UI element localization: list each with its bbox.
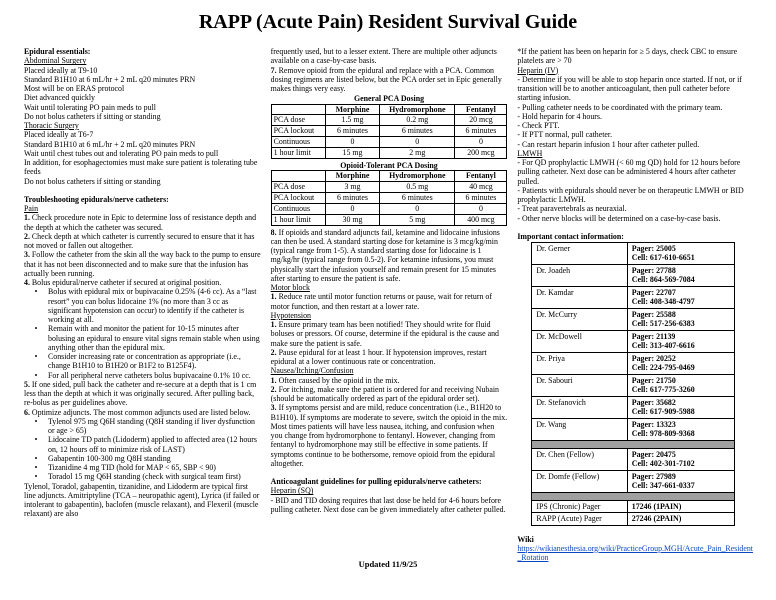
text-line <box>271 403 508 468</box>
contact-info-line: Cell: 864-569-7084 <box>631 275 695 285</box>
contact-info-cell <box>627 396 735 418</box>
list-number: 1. <box>270 375 279 385</box>
text-line <box>271 292 508 311</box>
contact-info-line: Pager: 20252 <box>631 353 676 363</box>
value-cell: 0 <box>455 137 507 148</box>
text-line: Diet advanced quickly <box>24 93 95 103</box>
bullet-marker-icon: • <box>34 463 38 472</box>
value-cell: 6 minutes <box>325 192 379 203</box>
contact-name-cell: RAPP (Acute) Pager <box>532 513 627 525</box>
text-line <box>271 385 508 404</box>
value-cell: 200 mcg <box>455 148 507 159</box>
text-line-body: Check procedure note in Epic to determine loss of resistance depth and the depth at which the catheter was secured. <box>24 213 257 232</box>
text-line: Standard B1H10 at 6 mL/hr + 2 mL q20 minutes PRN <box>24 74 196 84</box>
contact-info-cell <box>627 352 735 374</box>
bullet-item <box>24 287 261 324</box>
table-title: Opioid-Tolerant PCA Dosing <box>340 160 438 170</box>
bullet-marker-icon: • <box>34 453 38 463</box>
value-cell: 30 mg <box>325 214 379 225</box>
contact-row <box>532 374 735 396</box>
bullet-text: Gabapentin 100-300 mg Q8H standing <box>48 453 171 463</box>
table-header-cell: Fentanyl <box>455 171 507 182</box>
table-row <box>271 214 507 225</box>
contact-name-cell: IPS (Chronic) Pager <box>532 500 627 512</box>
contact-info-line: Pager: 25588 <box>631 309 676 319</box>
contact-info-line: Pager: 21139 <box>631 331 676 341</box>
bullet-item <box>24 454 261 463</box>
contact-table <box>531 242 735 526</box>
contact-name-cell: Dr. Joadeh <box>532 264 627 286</box>
bullet-item <box>24 463 261 472</box>
text-line: - Hold heparin for 4 hours. <box>517 111 602 121</box>
row-label-cell: PCA dose <box>271 182 325 193</box>
contact-info-cell <box>627 264 735 286</box>
section-spacer <box>517 223 754 232</box>
bullet-marker-icon: • <box>34 324 38 334</box>
subsection-heading: Heparin (SQ) <box>270 486 314 496</box>
subsection-heading: Nausea/Itching/Confusion <box>270 366 354 376</box>
page-title: RAPP (Acute Pain) Resident Survival Guide <box>198 11 578 33</box>
bullet-marker-icon: • <box>34 287 38 297</box>
table-title: General PCA Dosing <box>353 94 425 104</box>
text-line-body: Often caused by the opioid in the mix. <box>278 375 400 385</box>
text-line: *If the patient has been on heparin for ≥ 5 days, check CBC to ensure platelets are > 70 <box>517 47 738 66</box>
table-header-cell: Fentanyl <box>455 104 507 115</box>
text-line: Wait until chest tubes out and tolerating PO pain meds to pull <box>24 148 219 158</box>
list-number: 2. <box>24 231 32 241</box>
contact-name-cell: Dr. McDowell <box>532 330 627 352</box>
bullet-item <box>24 472 261 481</box>
bullet-text: Toradol 15 mg Q6H standing (check with surgical team first) <box>48 472 241 482</box>
text-line <box>271 228 508 284</box>
text-line-body: Pause epidural for at least 1 hour. If hypotension improves, restart epidural at a lower continuous rate or concentration. <box>270 347 487 366</box>
contact-info-line: Cell: 408-348-4797 <box>631 297 695 307</box>
text-line: - Pulling catheter needs to be coordinated with the primary team. <box>517 102 723 112</box>
text-line-body: If one sided, pull back the catheter and re-secure at a depth that is 1 cm less than the depth at which it was originally secured. After pulling back, re-bolus as per guidelines above. <box>24 379 257 408</box>
subsection-heading: Abdominal Surgery <box>24 56 87 66</box>
value-cell: 0 <box>380 137 455 148</box>
contact-info-line: 17246 (1PAIN) <box>631 501 682 511</box>
bullet-marker-icon: • <box>34 472 38 482</box>
value-cell: 15 mg <box>325 148 379 159</box>
text-line: Standard B1H10 at 6 mL/hr + 2 mL q20 minutes PRN <box>24 139 196 149</box>
table-row <box>271 126 507 137</box>
value-cell: 0.2 mg <box>380 115 455 126</box>
contact-info-line: Cell: 224-795-0469 <box>631 363 695 373</box>
list-number: 1. <box>270 292 279 302</box>
subsection-heading: Hypotension <box>270 310 311 320</box>
table-row <box>271 115 507 126</box>
value-cell: 6 minutes <box>455 126 507 137</box>
pca-dosing-table <box>271 170 508 225</box>
contact-name-cell: Dr. Wang <box>532 418 627 440</box>
separator-cell <box>532 440 735 448</box>
bullet-text: Lidocaine TD patch (Lidoderm) applied to affected area (12 hours on, 12 hours off to minimize risk of LAST) <box>48 435 257 454</box>
contact-info-line: Cell: 617-775-3260 <box>631 385 695 395</box>
contact-row <box>532 470 735 492</box>
contact-info-line: Pager: 27788 <box>631 265 676 275</box>
text-line: In addition, for esophagectomies must make sure patient is tolerating tube feeds <box>24 158 258 177</box>
text-line <box>271 348 508 367</box>
text-line <box>24 278 261 287</box>
text-line <box>24 232 261 251</box>
contact-info-cell <box>627 500 735 512</box>
bullet-marker-icon: • <box>34 435 38 445</box>
value-cell: 3 mg <box>325 182 379 193</box>
table-header-cell: Hydromorphone <box>380 171 455 182</box>
value-cell: 6 minutes <box>455 192 507 203</box>
text-line <box>271 320 508 348</box>
row-label-cell: PCA lockout <box>271 192 325 203</box>
text-line: - Can restart heparin infusion 1 hour after catheter pulled. <box>517 139 700 149</box>
subsection-heading: LMWH <box>517 148 543 158</box>
column-middle <box>271 47 508 514</box>
contact-info-cell <box>627 448 735 470</box>
text-line: Tylenol, Toradol, gabapentin, tizanidine, and Lidoderm are typical first line adjuncts. Amitriptyline (TCA – neuropathic agent), Lyrica (if failed or intolerant to gabapentin), baclofen (muscle relaxant), and Flexeril (muscle relaxant) are also <box>24 481 260 519</box>
section-spacer <box>517 526 754 535</box>
subsection-heading: Motor block <box>270 283 310 292</box>
contact-info-cell <box>627 470 735 492</box>
table-row <box>271 182 507 193</box>
section-spacer <box>271 468 508 477</box>
contact-info-cell <box>627 286 735 308</box>
section-heading: Epidural essentials: <box>24 47 91 56</box>
contact-name-cell: Dr. Chen (Fellow) <box>532 448 627 470</box>
bullet-item <box>24 417 261 436</box>
contact-name-cell: Dr. McCurry <box>532 308 627 330</box>
contact-row <box>532 513 735 525</box>
text-line: Most will be on ERAS protocol <box>24 84 125 93</box>
list-number: 3. <box>270 403 279 413</box>
footer-updated-date: Updated 11/9/25 <box>358 559 418 569</box>
contact-info-line: Pager: 13323 <box>631 419 676 429</box>
value-cell: 0 <box>380 203 455 214</box>
contact-name-cell: Dr. Sabouri <box>532 374 627 396</box>
list-number: 4. <box>24 278 32 287</box>
table-header-cell <box>271 104 325 115</box>
contact-row <box>532 352 735 374</box>
text-line: - Determine if you will be able to stop heparin once started. If not, or if transition will be to another anticoagulant, then pull catheter before starting infusion. <box>517 74 742 103</box>
bullet-item <box>24 352 261 371</box>
contact-info-line: Cell: 517-256-6383 <box>631 319 695 329</box>
value-cell: 20 mcg <box>455 115 507 126</box>
text-line-body: Ensure primary team has been notified! They should write for fluid boluses or pressors. Of course, determine if the epidural is the cause and make sure the patient is safe. <box>270 320 499 348</box>
bullet-text: Tizanidine 4 mg TID (hold for MAP < 65, SBP < 90) <box>48 463 216 472</box>
contact-name-cell: Dr. Priya <box>532 352 627 374</box>
text-line: Placed ideally at T9-10 <box>24 65 98 75</box>
bullet-marker-icon: • <box>34 352 38 361</box>
wiki-link[interactable]: https://wikianesthesia.org/wiki/PracticeGroup.MGH/Acute_Pain_Resident_Rotation <box>517 543 754 563</box>
text-line: Do not bolus catheters if sitting or standing <box>24 111 161 121</box>
contact-info-line: Pager: 35682 <box>631 397 676 407</box>
table-row <box>271 192 507 203</box>
section-heading: Important contact information: <box>517 231 624 241</box>
bullet-text: Bolus with epidural mix or bupivacaine 0.25% (4-6 cc). As a “last resort” you can bolus lidocaine 1% (no more than 3 cc as significant hypotension can occur) to identify if the catheter is working at all. <box>48 287 257 324</box>
text-line: - Patients with epidurals should never be on therapeutic LMWH or BID prophylactic LMWH. <box>517 185 744 204</box>
value-cell: 5 mg <box>380 214 455 225</box>
contact-info-line: Cell: 617-610-6651 <box>631 253 695 263</box>
contact-name-cell: Dr. Kamdar <box>532 286 627 308</box>
value-cell: 6 minutes <box>325 126 379 137</box>
table-header-cell <box>271 171 325 182</box>
contact-info-line: Pager: 22707 <box>631 287 676 297</box>
text-line: frequently used, but to a lesser extent. There are multiple other adjuncts available on a case-by-case basis. <box>270 47 497 66</box>
list-number: 5. <box>24 379 32 389</box>
text-line-body: Reduce rate until motor function returns or pause, wait for return of motor function, and then restart at a lower rate. <box>270 292 492 311</box>
value-cell: 6 minutes <box>380 126 455 137</box>
contact-row <box>532 308 735 330</box>
contact-info-line: Pager: 21750 <box>631 375 676 385</box>
separator-row <box>532 440 735 448</box>
separator-cell <box>532 492 735 500</box>
value-cell: 1.5 mg <box>325 115 379 126</box>
text-line: - Check PTT. <box>517 121 560 130</box>
text-line: - If PTT normal, pull catheter. <box>517 130 613 140</box>
text-line <box>271 66 508 94</box>
value-cell: 40 mcg <box>455 182 507 193</box>
bullet-item <box>24 435 261 454</box>
contact-info-line: 27246 (2PAIN) <box>631 514 682 524</box>
contact-row <box>532 396 735 418</box>
column-left <box>24 47 261 519</box>
text-line: - BID and TID dosing requires that last dose be held for 4-6 hours before pulling catheter. Next dose can be given immediately after catheter pulled. <box>270 495 506 514</box>
section-spacer <box>24 186 261 195</box>
text-line: Wait until tolerating PO pain meds to pull <box>24 102 156 112</box>
text-line-body: Follow the catheter from the skin all the way back to the pump to ensure that it has not been disconnected and to make sure that the infusion has actually been running. <box>24 250 261 278</box>
separator-row <box>532 492 735 500</box>
contact-info-line: Cell: 347-661-0337 <box>631 481 695 491</box>
text-line-body: If opioids and standard adjuncts fail, ketamine and lidocaine infusions can then be used. A standard starting dose for ketamine is 3 mcg/kg/min (typical range from 1-5). A standard starting dose for lidocaine is 1 mg/kg/hr (typical range from 0.5-2). For ketamine infusions, you must physically start the infusion yourself and remain present for 15 minutes after starting to ensure the patient is safe. <box>270 227 500 283</box>
list-number: 1. <box>24 213 32 223</box>
contact-info-line: Cell: 402-301-7102 <box>631 459 695 469</box>
list-number: 6. <box>24 407 32 417</box>
bullet-item <box>24 371 261 380</box>
subsection-heading: Pain <box>24 204 39 213</box>
contact-info-line: Pager: 20475 <box>631 449 676 459</box>
value-cell: 2 mg <box>380 148 455 159</box>
pca-dosing-table <box>271 104 508 159</box>
text-line: - Treat paravertebrals as neuraxial. <box>517 204 627 214</box>
contact-info-cell <box>627 513 735 525</box>
row-label-cell: 1 hour limit <box>271 148 325 159</box>
subsection-heading: Thoracic Surgery <box>24 121 79 130</box>
text-line: Do not bolus catheters if sitting or standing <box>24 176 161 186</box>
section-heading: Wiki <box>517 534 534 544</box>
text-line-body: Check depth at which catheter is currently secured to ensure that it has not moved or fallen out altogether. <box>24 231 255 250</box>
contact-row <box>532 286 735 308</box>
row-label-cell: PCA lockout <box>271 126 325 137</box>
text-line <box>24 380 261 408</box>
list-number: 7. <box>270 65 279 75</box>
column-right <box>517 47 754 562</box>
bullet-text: For all peripheral nerve catheters bolus bupivacaine 0.1% 10 cc. <box>48 370 251 380</box>
text-line <box>24 250 261 278</box>
contact-row <box>532 330 735 352</box>
contact-info-line: Pager: 27989 <box>631 471 676 481</box>
text-line-body: Optimize adjuncts. The most common adjuncts used are listed below. <box>31 407 251 417</box>
contact-name-cell: Dr. Gerner <box>532 243 627 265</box>
bullet-marker-icon: • <box>34 370 38 380</box>
contact-row <box>532 418 735 440</box>
row-label-cell: Continuous <box>271 203 325 214</box>
list-number: 1. <box>270 320 279 329</box>
table-row <box>271 148 507 159</box>
text-line-body: For itching, make sure the patient is ordered for and receiving Nubain (should be automatically ordered as part of the epidural order set). <box>270 384 499 403</box>
bullet-text: Remain with and monitor the patient for 10-15 minutes after bolusing an epidural to ensure vital signs remain stable when using anything other than the epidural mix. <box>48 324 260 352</box>
row-label-cell: 1 hour limit <box>271 214 325 225</box>
text-line <box>24 213 261 232</box>
subsection-heading: Heparin (IV) <box>517 65 559 75</box>
value-cell: 0 <box>325 203 379 214</box>
contact-name-cell: Dr. Domfe (Fellow) <box>532 470 627 492</box>
value-cell: 0.5 mg <box>380 182 455 193</box>
contact-info-cell <box>627 330 735 352</box>
contact-info-cell <box>627 374 735 396</box>
contact-info-line: Cell: 978-809-9368 <box>631 429 695 439</box>
row-label-cell: Continuous <box>271 137 325 148</box>
list-number: 2. <box>270 347 279 357</box>
table-header-row <box>271 104 507 115</box>
table-header-cell: Hydromorphone <box>380 104 455 115</box>
three-column-body <box>0 34 776 562</box>
contact-info-cell <box>627 308 735 330</box>
bullet-text: Tylenol 975 mg Q6H standing (Q8H standing if liver dysfunction or age > 65) <box>48 416 255 435</box>
list-number: 3. <box>24 250 32 260</box>
text-line <box>271 376 508 385</box>
contact-row <box>532 448 735 470</box>
contact-name-cell: Dr. Stefanovich <box>532 396 627 418</box>
contact-row <box>532 243 735 265</box>
text-line: Placed ideally at T6-7 <box>24 130 94 140</box>
bullet-item <box>24 324 261 352</box>
text-line: - For QD prophylactic LMWH (< 60 mg QD) hold for 12 hours before pulling catheter. Next dose can be administered 4 hours after catheter pulled. <box>517 158 741 186</box>
contact-row <box>532 500 735 512</box>
text-line-body: If symptoms persist and are mild, reduce concentration (i.e., B1H20 to B1H10). If symptoms are moderate to severe, switch the opioid in the mix. Most times patients will have less nausea, itching, and confusion when you change from hydromorphone to fentanyl. However, changing from fentanyl to hydromorphone may still be effective in some patients. If symptoms continue to be bothersome, remove opioid from the epidural altogether. <box>270 403 508 468</box>
list-number: 2. <box>270 384 279 394</box>
table-header-cell: Morphine <box>325 104 379 115</box>
value-cell: 6 minutes <box>380 192 455 203</box>
bullet-marker-icon: • <box>34 416 38 426</box>
section-heading: Anticoagulant guidelines for pulling epidurals/nerve catheters: <box>270 477 482 486</box>
table-header-cell: Morphine <box>325 171 379 182</box>
value-cell: 400 mcg <box>455 214 507 225</box>
table-row <box>271 203 507 214</box>
contact-info-cell <box>627 418 735 440</box>
text-line: - Other nerve blocks will be determined on a case-by-case basis. <box>517 213 721 223</box>
list-number: 8. <box>270 227 279 237</box>
contact-row <box>532 264 735 286</box>
contact-info-line: Cell: 313-407-6616 <box>631 341 695 351</box>
value-cell: 0 <box>325 137 379 148</box>
bullet-text: Consider increasing rate or concentration as appropriate (i.e., change B1H10 to B1H20 or B1F2 to B125F4). <box>48 352 241 371</box>
section-heading: Troubleshooting epidurals/nerve catheters: <box>24 194 169 204</box>
contact-info-cell <box>627 243 735 265</box>
contact-info-line: Pager: 25005 <box>631 244 676 253</box>
text-line <box>24 408 261 417</box>
value-cell: 0 <box>455 203 507 214</box>
text-line-body: Remove opioid from the epidural and replace with a PCA. Common dosing regimens are listed below, but the PCA order set in Epic generally makes things very easy. <box>270 65 502 93</box>
contact-info-line: Cell: 617-909-5988 <box>631 407 695 417</box>
table-row <box>271 137 507 148</box>
row-label-cell: PCA dose <box>271 115 325 126</box>
table-header-row <box>271 171 507 182</box>
text-line-body: Bolus epidural/nerve catheter if secured at original position. <box>31 278 222 287</box>
